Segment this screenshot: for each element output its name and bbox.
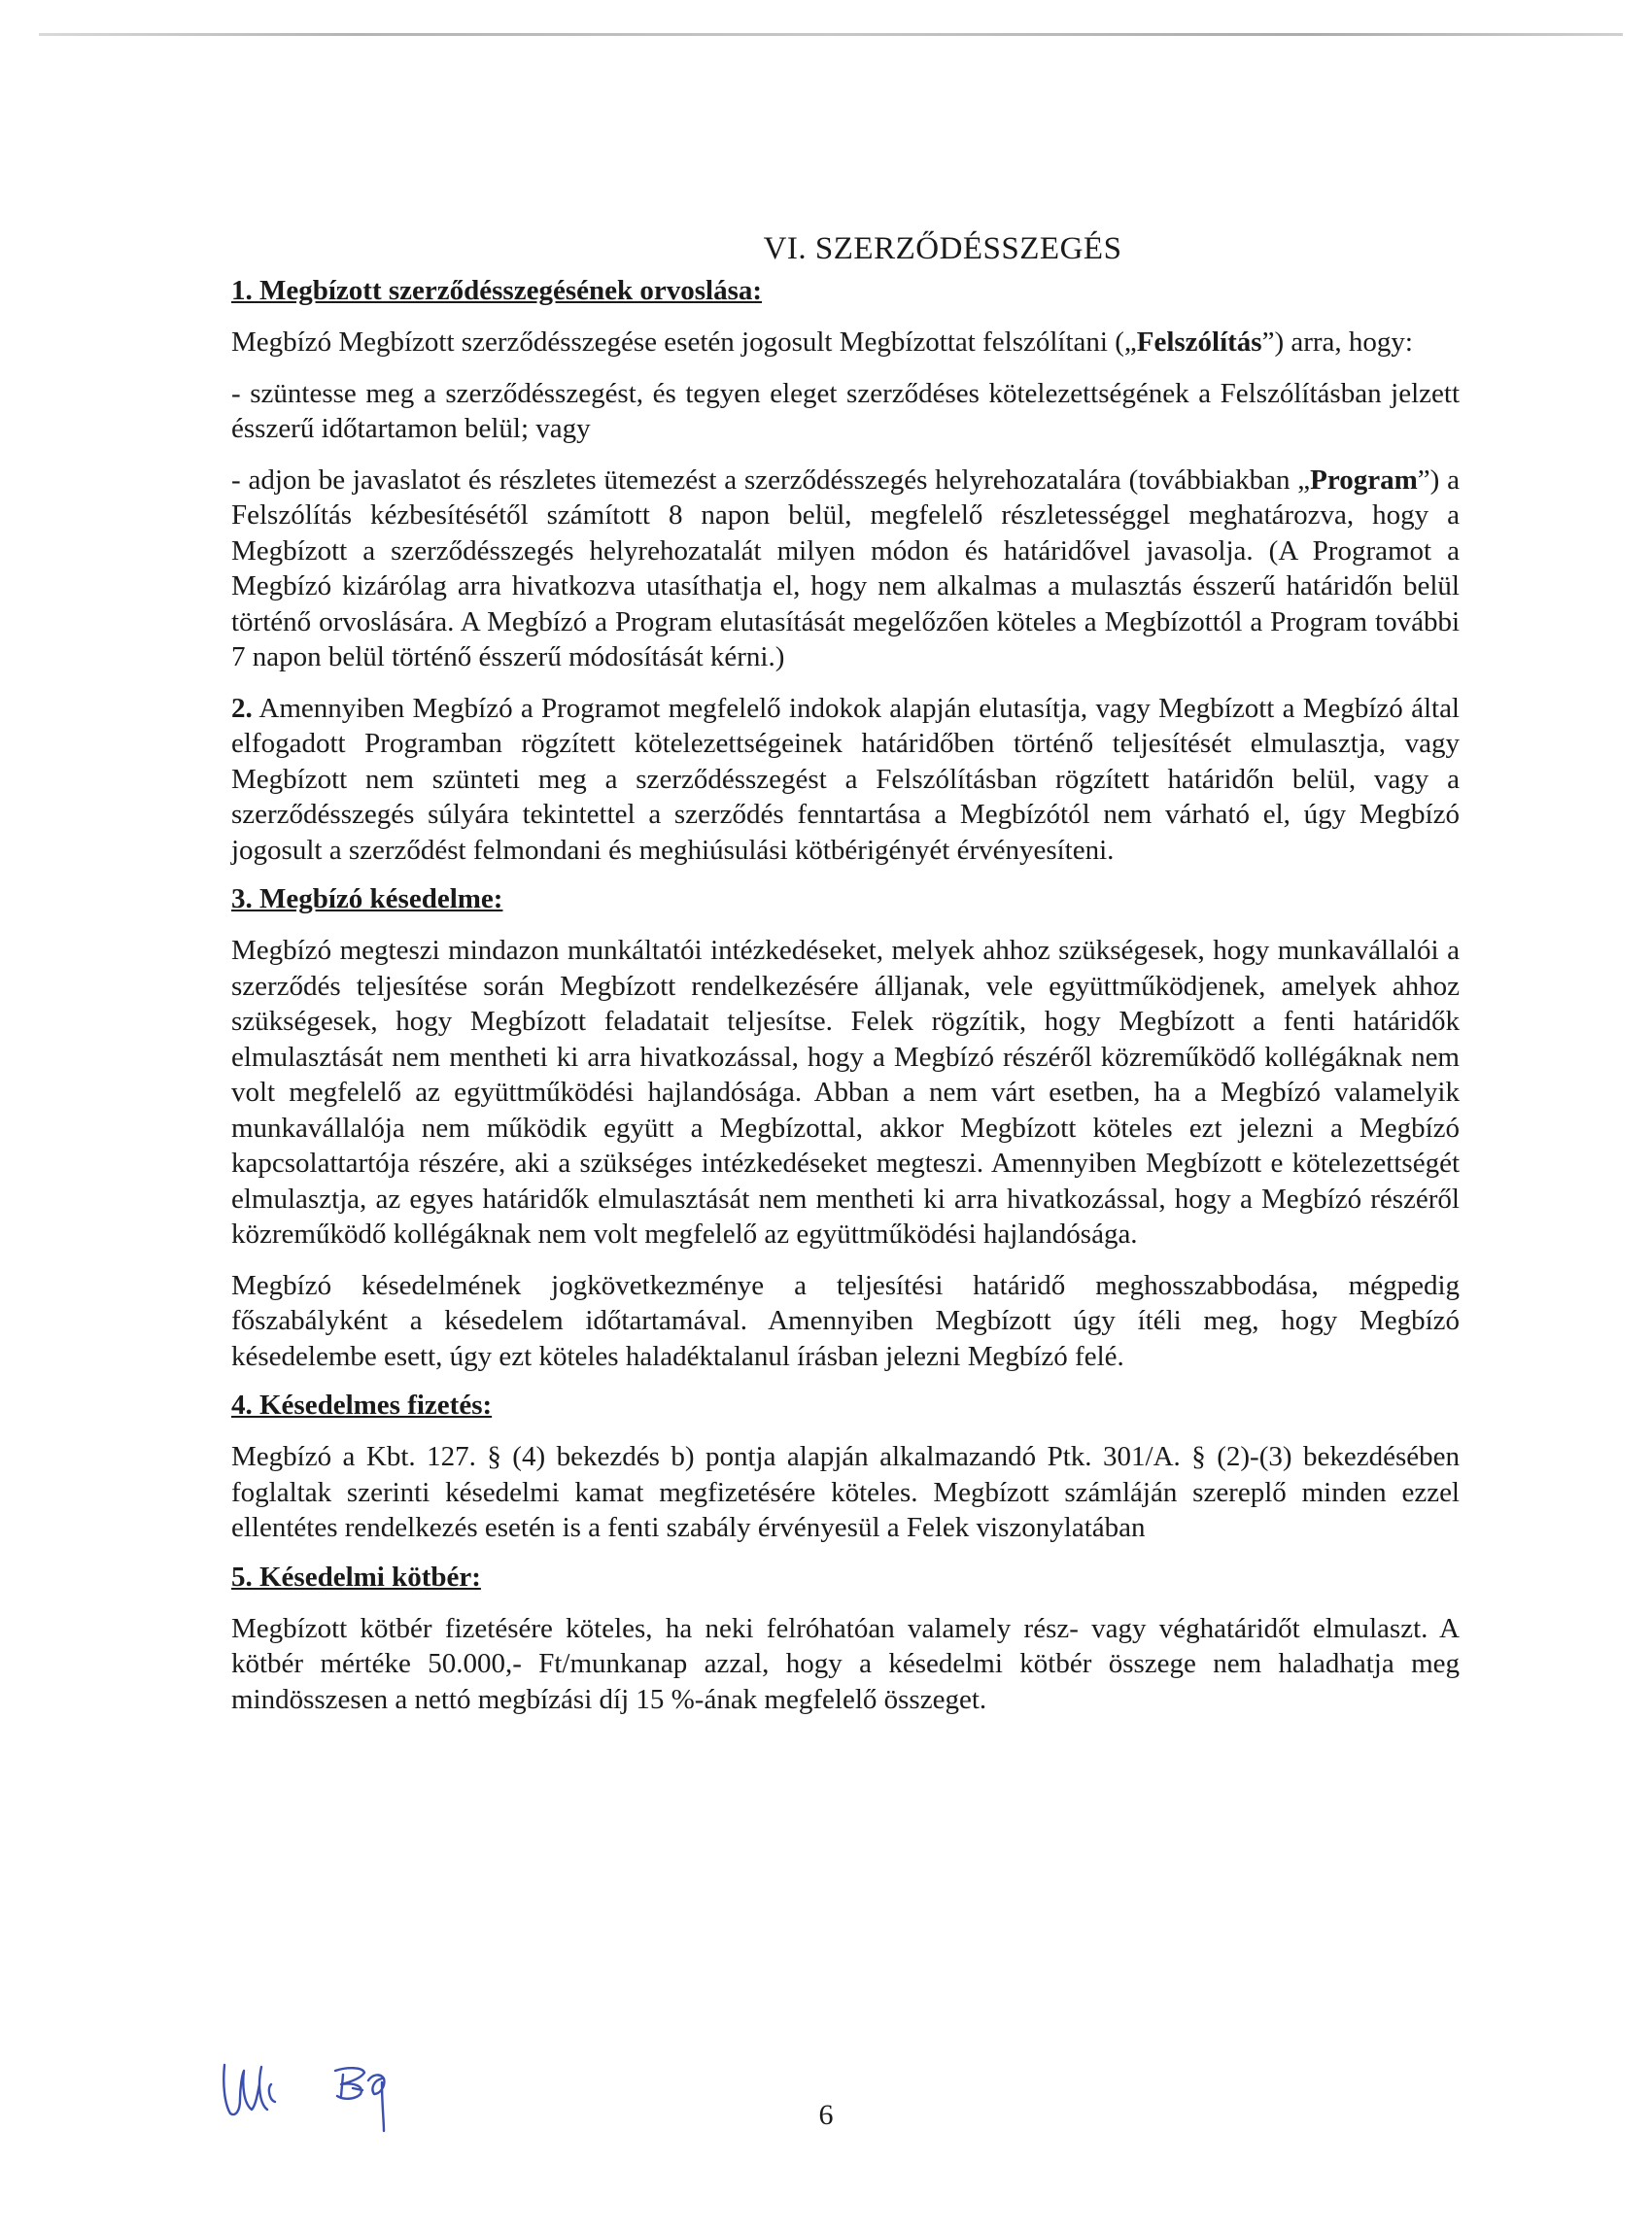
section-3-paragraph-1: Megbízó megteszi mindazon munkáltatói intézkedéseket, melyek ahhoz szükségesek, hogy munkavállalói a szerződés teljesítése során Megbízott rendelkezésére álljanak, vele együttműködjenek, amelyek ahhoz szükségesek, hogy Megbízott feladatait teljesítse. Felek rögzítik, hogy Megbízott a fenti határidők elmulasztását nem mentheti ki arra hivatkozással, hogy a Megbízó részéről közreműködő kollégáknak nem volt megfelelő az együttműködési hajlandósága. Abban a nem várt esetben, ha a Megbízó valamelyik munkavállalója nem működik együtt a Megbízottal, akkor Megbízott köteles ezt jelezni a Megbízó kapcsolattartója részére, aki a szükséges intézkedéseket megteszi. Amennyiben Megbízott e kötelezettségét elmulasztja, az egyes határidők elmulasztását nem mentheti ki arra hivatkozással, hogy a Megbízó részéről közreműködő kollégáknak nem volt megfelelő az együttműködési hajlandósága. [231, 935, 1460, 1250]
chapter-title: VI. SZERZŐDÉSSZEGÉS [763, 231, 1122, 266]
section-4-paragraph: Megbízó a Kbt. 127. § (4) bekezdés b) pontja alapján alkalmazandó Ptk. 301/A. § (2)-(3) bekezdésében foglaltak szerinti késedelmi kamat megfizetésére köteles. Megbízott számláján szereplő minden ezzel ellentétes rendelkezés esetén is a fenti szabály érvényesül a Felek viszonylatában [231, 1441, 1460, 1543]
page-number: 6 [818, 2099, 834, 2131]
section-2-number: 2. [231, 692, 253, 724]
section-4-heading: 4. Késedelmes fizetés: [231, 1390, 493, 1421]
section-5-paragraph: Megbízott kötbér fizetésére köteles, ha neki felróhatóan valamely rész- vagy véghatáridőt elmulaszt. A kötbér mértéke 50.000,- Ft/munkanap azzal, hogy a késedelmi kötbér összege nem haladhatja meg mindösszesen a nettó megbízási díj 15 %-ának megfelelő összeget. [231, 1612, 1460, 1715]
section-1-paragraph-1: Megbízó Megbízott szerződésszegése esetén jogosult Megbízottat felszólítani („Felszólítás”) arra, hogy: [231, 326, 1413, 358]
document-page [231, 231, 1460, 1733]
section-5-heading: 5. Késedelmi kötbér: [231, 1561, 481, 1593]
section-3-paragraph-2: Megbízó késedelmének jogkövetkezménye a teljesítési határidő meghosszabbodása, mégpedig főszabályként a késedelem időtartamával. Amennyiben Megbízott úgy ítéli meg, hogy Megbízó késedelembe esett, úgy ezt köteles haladéktalanul írásban jelezni Megbízó felé. [231, 1269, 1460, 1372]
section-1-heading: 1. Megbízott szerződésszegésének orvoslása: [231, 275, 763, 306]
section-1-paragraph-3: - adjon be javaslatot és részletes ütemezést a szerződésszegés helyrehozatalára (továbbiakban „Program”) a Felszólítás kézbesítésétől számított 8 napon belül, megfelelő részletességgel meghatározva, hogy a Megbízott a szerződésszegés helyrehozatalát milyen módon és határidővel javasolja. (A Programot a Megbízó kizárólag arra hivatkozva utasíthatja el, hogy nem alkalmas a mulasztás ésszerű határidőn belül történő orvoslására. A Megbízó a Program elutasítását megelőzően köteles a Megbízottól a Program további 7 napon belül történő ésszerű módosítását kérni.) [231, 464, 1460, 672]
scan-edge-line [39, 33, 1623, 36]
section-3-heading: 3. Megbízó késedelme: [231, 883, 503, 914]
section-2-paragraph: 2. Amennyiben Megbízó a Programot megfelelő indokok alapján elutasítja, vagy Megbízott a Megbízó által elfogadott Programban rögzített kötelezettségeinek határidőben történő teljesítését elmulasztja, vagy Megbízott nem szünteti meg a szerződésszegést a Felszólításban rögzített határidőn belül, vagy a szerződésszegés súlyára tekintettel a szerződés fenntartása a Megbízótól nem várható el, úgy Megbízó jogosult a szerződést felmondani és meghiúsulási kötbérigényét érvényesíteni. [231, 692, 1460, 866]
section-1-paragraph-2: - szüntesse meg a szerződésszegést, és tegyen eleget szerződéses kötelezettségének a Felszólításban jelzett ésszerű időtartamon belül; vagy [231, 377, 1460, 444]
